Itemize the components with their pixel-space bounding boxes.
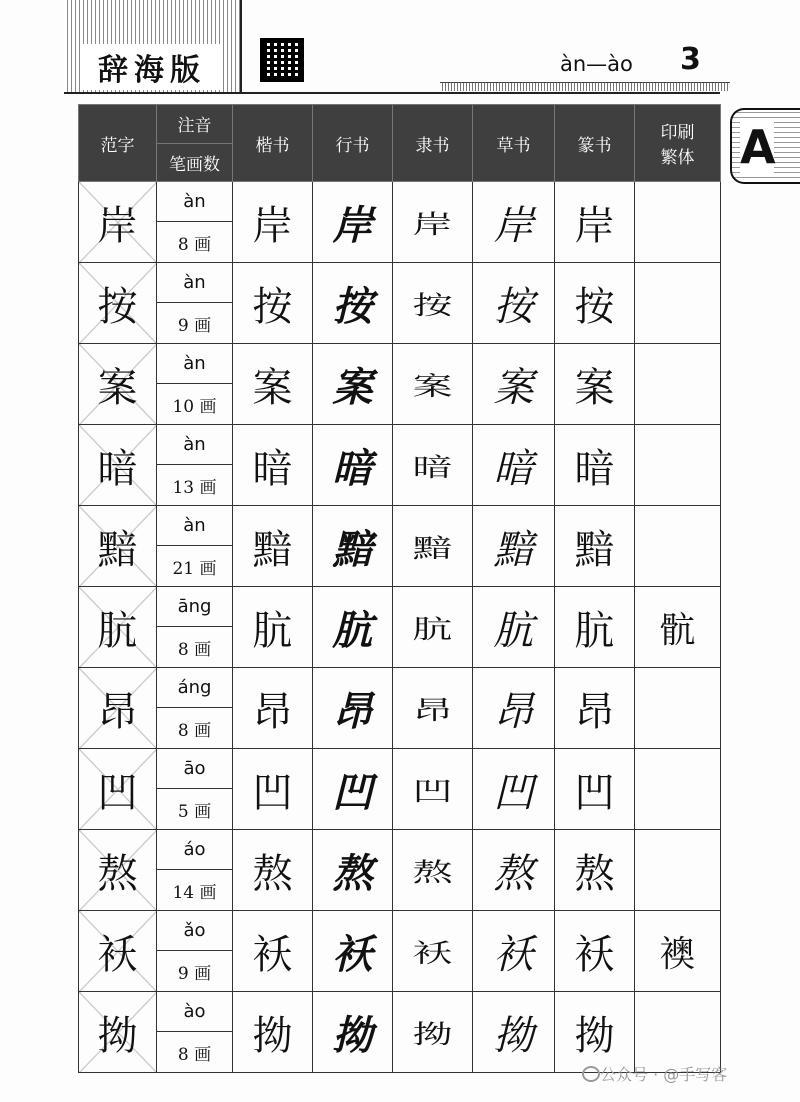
lishu-char: 案 [412, 371, 453, 401]
kaishu-char: 肮 [233, 587, 313, 668]
lishu-char: 凹 [412, 776, 453, 806]
stroke-count: 9 画 [157, 951, 233, 992]
kaishu-char: 暗 [233, 425, 313, 506]
lishu-char-cell [393, 757, 473, 822]
traditional-char [635, 992, 721, 1073]
traditional-char [635, 182, 721, 263]
pinyin: àn [157, 344, 233, 384]
stroke-count: 10 画 [157, 384, 233, 425]
table-row [79, 911, 721, 951]
col-xingshu: 行书 [313, 105, 393, 182]
lishu-char-cell [393, 676, 473, 741]
caoshu-char: 黯 [473, 506, 555, 587]
col-caoshu: 草书 [473, 105, 555, 182]
pinyin-range: àn—ào [560, 52, 633, 76]
col-bihua: 笔画数 [157, 143, 233, 182]
section-letter: A [740, 120, 776, 174]
kaishu-char: 袄 [233, 911, 313, 992]
kaishu-char: 熬 [233, 830, 313, 911]
lishu-char: 岸 [412, 209, 453, 239]
pinyin: āo [157, 749, 233, 789]
model-char: 暗 [97, 445, 138, 492]
page-number: 3 [680, 42, 701, 77]
zhuanshu-char: 黯 [555, 506, 635, 587]
xingshu-char: 肮 [313, 587, 393, 668]
section-tab[interactable] [730, 108, 800, 184]
zhuanshu-char: 凹 [555, 749, 635, 830]
zhuanshu-char: 拗 [555, 992, 635, 1073]
kaishu-char: 岸 [233, 182, 313, 263]
caoshu-char: 案 [473, 344, 555, 425]
pinyin: áo [157, 830, 233, 870]
xingshu-char: 案 [313, 344, 393, 425]
watermark: 公众号 · @手写客 [600, 1065, 728, 1084]
model-char-cell [79, 830, 157, 911]
kaishu-char: 按 [233, 263, 313, 344]
table-row [79, 668, 721, 708]
lishu-char-cell [393, 838, 473, 903]
stroke-count: 8 画 [157, 1032, 233, 1073]
caoshu-char: 熬 [473, 830, 555, 911]
caoshu-char: 袄 [473, 911, 555, 992]
model-char-cell [79, 992, 157, 1073]
table-row [79, 344, 721, 384]
lishu-char-cell [393, 271, 473, 336]
stroke-count: 8 画 [157, 708, 233, 749]
caoshu-char: 肮 [473, 587, 555, 668]
zhuanshu-char: 暗 [555, 425, 635, 506]
traditional-char [635, 830, 721, 911]
table-row [79, 830, 721, 870]
col-lishu: 隶书 [393, 105, 473, 182]
qr-code-icon [260, 38, 304, 82]
kaishu-char: 拗 [233, 992, 313, 1073]
model-char: 熬 [97, 850, 138, 897]
xingshu-char: 熬 [313, 830, 393, 911]
caoshu-char: 按 [473, 263, 555, 344]
col-yinshua-line2: 繁体 [660, 148, 695, 168]
caoshu-char: 昂 [473, 668, 555, 749]
model-char: 案 [97, 364, 138, 411]
xingshu-char: 昂 [313, 668, 393, 749]
stroke-count: 14 画 [157, 870, 233, 911]
zhuanshu-char: 肮 [555, 587, 635, 668]
zhuanshu-char: 岸 [555, 182, 635, 263]
pinyin: àn [157, 506, 233, 546]
zhuanshu-char: 袄 [555, 911, 635, 992]
stroke-count: 5 画 [157, 789, 233, 830]
model-char: 拗 [97, 1012, 138, 1059]
wechat-icon [582, 1066, 600, 1082]
model-char-cell [79, 425, 157, 506]
caoshu-char: 拗 [473, 992, 555, 1073]
col-fan: 范字 [79, 105, 157, 182]
xingshu-char: 凹 [313, 749, 393, 830]
xingshu-char: 拗 [313, 992, 393, 1073]
pinyin: àn [157, 263, 233, 303]
caoshu-char: 凹 [473, 749, 555, 830]
table-row [79, 182, 721, 222]
model-char-cell [79, 506, 157, 587]
brand-title: 辞海版 [82, 44, 222, 90]
lishu-char: 黯 [412, 533, 453, 563]
model-char: 按 [97, 283, 138, 330]
model-char: 肮 [97, 607, 138, 654]
col-kaishu: 楷书 [233, 105, 313, 182]
stroke-count: 8 画 [157, 627, 233, 668]
pinyin: ǎo [157, 911, 233, 951]
kaishu-char: 凹 [233, 749, 313, 830]
traditional-char [635, 344, 721, 425]
model-char: 岸 [97, 202, 138, 249]
model-char: 昂 [97, 688, 138, 735]
model-char-cell [79, 749, 157, 830]
traditional-char [635, 263, 721, 344]
stroke-count: 9 画 [157, 303, 233, 344]
traditional-char: 襖 [635, 911, 721, 992]
pinyin: ào [157, 992, 233, 1032]
kaishu-char: 黯 [233, 506, 313, 587]
xingshu-char: 袄 [313, 911, 393, 992]
table-row [79, 425, 721, 465]
lishu-char-cell [393, 190, 473, 255]
traditional-char [635, 749, 721, 830]
xingshu-char: 按 [313, 263, 393, 344]
zhuanshu-char: 按 [555, 263, 635, 344]
model-char-cell [79, 911, 157, 992]
model-char-cell [79, 263, 157, 344]
model-char-cell [79, 344, 157, 425]
pinyin: àn [157, 182, 233, 222]
lishu-char: 按 [412, 290, 453, 320]
table-row [79, 749, 721, 789]
lishu-char: 熬 [412, 857, 453, 887]
stroke-count: 8 画 [157, 222, 233, 263]
lishu-char: 肮 [412, 614, 453, 644]
model-char: 黯 [97, 526, 138, 573]
traditional-char [635, 425, 721, 506]
kaishu-char: 案 [233, 344, 313, 425]
pinyin: āng [157, 587, 233, 627]
model-char-cell [79, 587, 157, 668]
traditional-char [635, 668, 721, 749]
header-divider [64, 92, 720, 94]
zhuanshu-char: 案 [555, 344, 635, 425]
lishu-char: 暗 [412, 452, 453, 482]
lishu-char: 昂 [412, 695, 453, 725]
col-yinshua-line1: 印刷 [660, 123, 695, 143]
caoshu-char: 暗 [473, 425, 555, 506]
col-zhuyin: 注音 [157, 105, 233, 144]
kaishu-char: 昂 [233, 668, 313, 749]
stroke-count: 21 画 [157, 546, 233, 587]
pinyin: áng [157, 668, 233, 708]
model-char-cell [79, 668, 157, 749]
model-char: 凹 [97, 769, 138, 816]
table-row [79, 992, 721, 1032]
lishu-char-cell [393, 514, 473, 579]
table-row [79, 506, 721, 546]
model-char-cell [79, 182, 157, 263]
xingshu-char: 岸 [313, 182, 393, 263]
zhuanshu-char: 昂 [555, 668, 635, 749]
traditional-char: 骯 [635, 587, 721, 668]
xingshu-char: 暗 [313, 425, 393, 506]
traditional-char [635, 506, 721, 587]
lishu-char-cell [393, 595, 473, 660]
model-char: 袄 [97, 931, 138, 978]
pinyin: àn [157, 425, 233, 465]
lishu-char: 袄 [412, 938, 453, 968]
stroke-count: 13 画 [157, 465, 233, 506]
calligraphy-table [78, 104, 721, 1073]
lishu-char-cell [393, 1000, 473, 1065]
header-ruler-decoration [440, 82, 730, 91]
table-body [79, 182, 721, 1073]
lishu-char-cell [393, 919, 473, 984]
table-row [79, 263, 721, 303]
zhuanshu-char: 熬 [555, 830, 635, 911]
xingshu-char: 黯 [313, 506, 393, 587]
col-yinshua [635, 105, 721, 182]
lishu-char-cell [393, 352, 473, 417]
lishu-char-cell [393, 433, 473, 498]
table-row [79, 587, 721, 627]
lishu-char: 拗 [412, 1019, 453, 1049]
col-zhuanshu: 篆书 [555, 105, 635, 182]
caoshu-char: 岸 [473, 182, 555, 263]
